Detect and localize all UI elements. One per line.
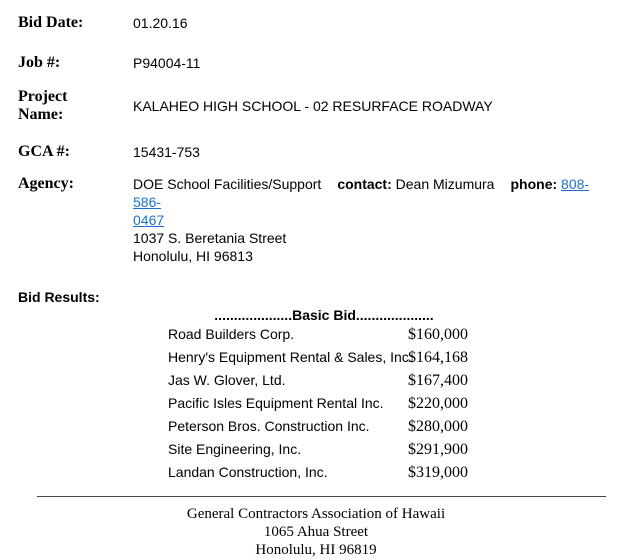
footer — [18, 505, 614, 559]
bidder-name: Henry's Equipment Rental & Sales, Inc. — [168, 349, 413, 365]
gca-number-label: GCA #: — [18, 143, 70, 160]
agency-label: Agency: — [18, 175, 74, 192]
basic-bid-header: ....................Basic Bid.................... — [214, 307, 434, 323]
job-number-value: P94004-11 — [133, 55, 201, 71]
job-number-label: Job #: — [18, 54, 61, 71]
table-row — [168, 395, 480, 418]
contact-label: contact: — [337, 176, 392, 192]
contact-name: Dean Mizumura — [395, 176, 495, 192]
bid-amount: $280,000 — [408, 418, 468, 435]
gca-number-value: 15431-753 — [133, 144, 200, 160]
agency-address-line1: 1037 S. Beretania Street — [133, 230, 287, 246]
bid-results-label: Bid Results: — [18, 289, 100, 305]
footer-divider — [37, 496, 606, 497]
field-row-gca-number — [18, 143, 614, 161]
bid-amount: $160,000 — [408, 326, 468, 343]
phone-link-wrapped[interactable]: 0467 — [133, 212, 165, 228]
bid-date-label: Bid Date: — [18, 14, 84, 31]
project-name-value: KALAHEO HIGH SCHOOL - 02 RESURFACE ROADWAY — [133, 98, 493, 114]
table-row — [168, 326, 480, 349]
field-row-agency — [18, 175, 614, 265]
field-row-project-name — [18, 88, 614, 124]
bid-table — [168, 306, 480, 487]
bidder-name: Pacific Isles Equipment Rental Inc. — [168, 395, 384, 411]
bidder-name: Site Engineering, Inc. — [168, 441, 302, 457]
bid-amount: $319,000 — [408, 464, 468, 481]
agency-address-line2: Honolulu, HI 96813 — [133, 248, 253, 264]
bid-amount: $291,900 — [408, 441, 468, 458]
phone-link[interactable]: 808-586- — [133, 176, 590, 210]
table-row — [168, 349, 480, 372]
bidder-name: Landan Construction, Inc. — [168, 464, 328, 480]
field-row-job-number — [18, 54, 614, 72]
bidder-name: Jas W. Glover, Ltd. — [168, 372, 286, 388]
phone-label: phone: — [510, 176, 558, 192]
agency-value — [133, 175, 614, 265]
bidder-name: Road Builders Corp. — [168, 326, 295, 342]
table-row — [168, 464, 480, 487]
footer-org-name: General Contractors Association of Hawaii — [186, 506, 446, 522]
field-row-bid-date — [18, 14, 614, 32]
table-row — [168, 441, 480, 464]
bid-amount: $167,400 — [408, 372, 468, 389]
table-row — [168, 418, 480, 441]
project-name-label: Project Name: — [18, 88, 68, 123]
bid-amount: $220,000 — [408, 395, 468, 412]
footer-street: 1065 Ahua Street — [263, 524, 369, 540]
agency-name: DOE School Facilities/Support — [133, 176, 322, 192]
table-row — [168, 372, 480, 395]
bid-date-value: 01.20.16 — [133, 15, 188, 31]
bid-amount: $164,168 — [408, 349, 468, 366]
bidder-name: Peterson Bros. Construction Inc. — [168, 418, 370, 434]
footer-city: Honolulu, HI 96819 — [255, 542, 377, 558]
